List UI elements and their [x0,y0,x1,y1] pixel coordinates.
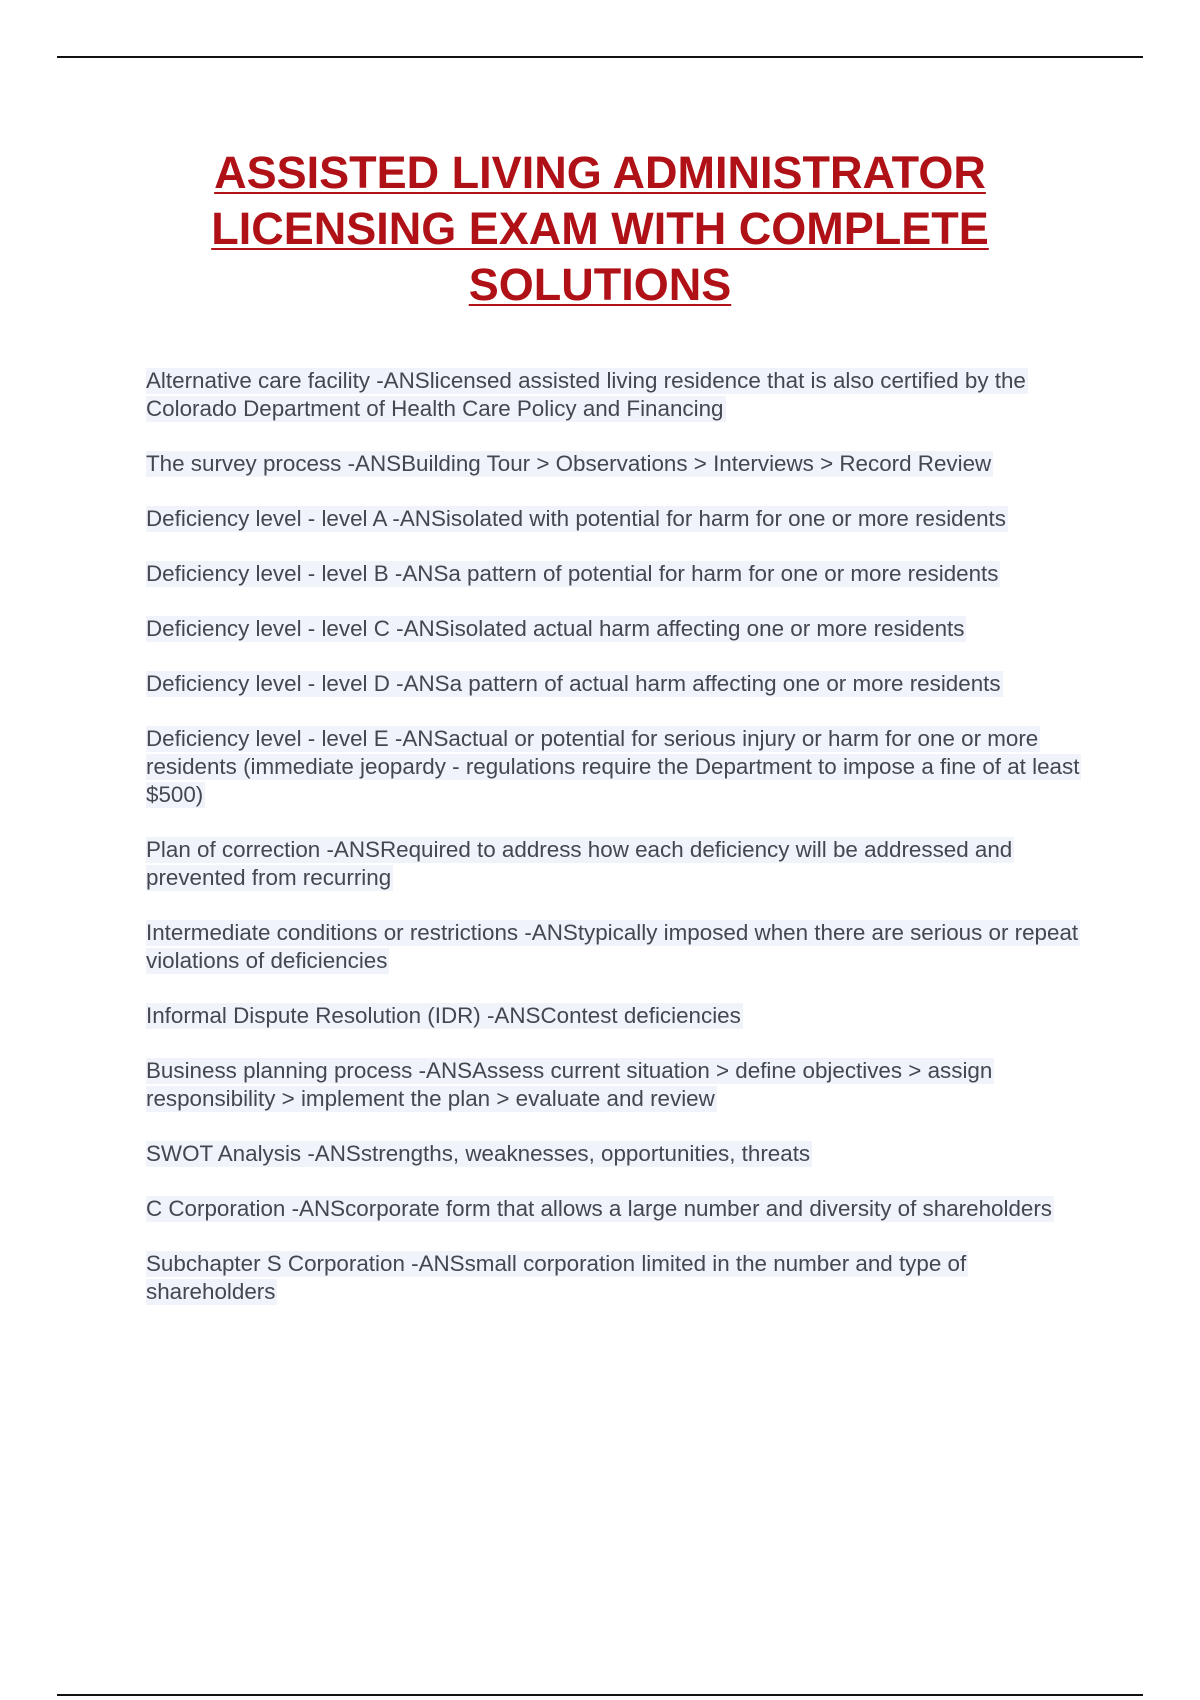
list-item [146,836,1096,892]
entry-text: Deficiency level - level C -ANSisolated actual harm affecting one or more residents [146,616,965,641]
list-item [146,919,1096,975]
footer-rule [57,1694,1143,1696]
entry-text: Alternative care facility -ANSlicensed assisted living residence that is also certified by the Colorado Department of Health Care Policy and Financing [146,368,1026,421]
entry-text: The survey process -ANSBuilding Tour > Observations > Interviews > Record Review [146,451,992,476]
list-item [146,725,1096,809]
entry-text: Deficiency level - level B -ANSa pattern of potential for harm for one or more residents [146,561,999,586]
entry-text: Business planning process -ANSAssess current situation > define objectives > assign responsibility > implement the plan > evaluate and review [146,1058,993,1111]
list-item [146,670,1096,698]
list-item [146,1195,1096,1223]
list-item [146,560,1096,588]
list-item [146,615,1096,643]
entry-text: C Corporation -ANScorporate form that allows a large number and diversity of shareholders [146,1196,1053,1221]
list-item [146,1250,1096,1306]
entry-text: Subchapter S Corporation -ANSsmall corporation limited in the number and type of shareholders [146,1251,967,1304]
list-item [146,450,1096,478]
entry-text: Intermediate conditions or restrictions -ANStypically imposed when there are serious or repeat violations of deficiencies [146,920,1079,973]
entry-text: Deficiency level - level A -ANSisolated with potential for harm for one or more residents [146,506,1006,531]
document-title: ASSISTED LIVING ADMINISTRATOR LICENSING EXAM WITH COMPLETE SOLUTIONS [211,147,989,310]
entry-text: Informal Dispute Resolution (IDR) -ANSContest deficiencies [146,1003,741,1028]
list-item [146,367,1096,423]
entry-text: Deficiency level - level D -ANSa pattern of actual harm affecting one or more residents [146,671,1001,696]
list-item [146,1002,1096,1030]
list-item [146,505,1096,533]
flashcard-list [146,367,1096,1333]
entry-text: Deficiency level - level E -ANSactual or potential for serious injury or harm for one or more residents (immediate jeopardy - regulations require the Department to impose a fine of at least $500) [146,726,1080,807]
list-item [146,1140,1096,1168]
entry-text: Plan of correction -ANSRequired to address how each deficiency will be addressed and prevented from recurring [146,837,1013,890]
list-item [146,1057,1096,1113]
header-rule [57,56,1143,58]
entry-text: SWOT Analysis -ANSstrengths, weaknesses, opportunities, threats [146,1141,811,1166]
